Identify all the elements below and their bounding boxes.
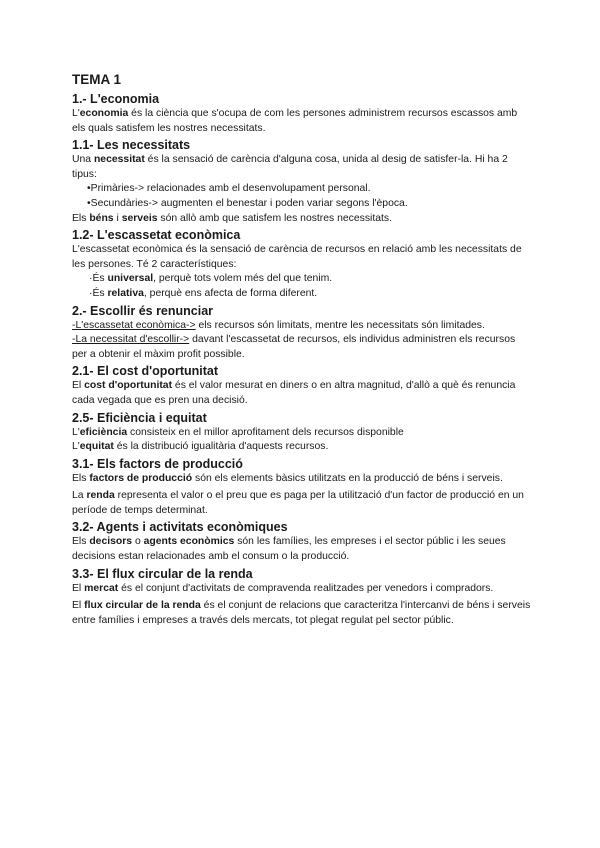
text: és el valor mesurat en diners o en altra magnitud, d'allò a què és renuncia cada vegada que es pren una decisió. — [72, 380, 516, 406]
text: Els — [72, 472, 90, 484]
text: els recursos són limitats, mentre les necessitats són limitades. — [195, 319, 485, 331]
document-title: TEMA 1 — [72, 72, 122, 87]
heading-cost-oportunitat: 2.1- El cost d'oportunitat — [72, 364, 219, 379]
heading-eficiencia-equitat: 2.5- Eficiència i equitat — [72, 410, 207, 425]
heading-necessitats: 1.1- Les necessitats — [72, 138, 191, 153]
text: davant l'escassetat de recursos, els individus administren els recursos per a obtenir el màxim profit possible. — [72, 334, 516, 360]
paragraph-mercat — [72, 582, 532, 597]
text: ·És — [89, 273, 108, 285]
bullet-primaries: •Primàries-> relacionades amb el desenvolupament personal. — [87, 183, 371, 195]
text: és el conjunt d'activitats de compravenda realitzades per venedors i compradors. — [118, 582, 494, 594]
underlined-term: -La necessitat d'escollir-> — [72, 334, 190, 346]
text: El — [72, 380, 85, 392]
term-serveis: serveis — [121, 212, 158, 224]
term-cost-oportunitat: cost d'oportunitat — [84, 380, 173, 392]
term-bens: béns — [89, 212, 114, 224]
paragraph-cost-oportunitat — [72, 379, 532, 408]
term-necessitat: necessitat — [93, 154, 145, 166]
heading-factors-produccio: 3.1- Els factors de producció — [72, 456, 243, 471]
text: són allò amb que satisfem les nostres necessitats. — [157, 212, 392, 224]
document-page — [72, 72, 532, 628]
term-economia: economia — [79, 108, 129, 119]
heading-flux-circular: 3.3- El flux circular de la renda — [72, 566, 253, 581]
paragraph-escassetat-limitats — [72, 319, 532, 334]
text: , perquè tots volem més del que tenim. — [153, 273, 333, 285]
paragraph-bens-serveis — [72, 212, 532, 227]
text: Una — [72, 154, 94, 166]
term-eficiencia: eficiència — [79, 426, 128, 438]
term-factors-produccio: factors de producció — [89, 472, 193, 484]
term-decisors: decisors — [89, 536, 133, 548]
text: o — [132, 536, 144, 548]
paragraph-renda — [72, 489, 532, 518]
paragraph-escassetat-definition: L'escassetat econòmica és la sensació de carència de recursos en relació amb les necessitats de les persones. Té 2 característiques: — [72, 244, 522, 270]
heading-escassetat: 1.2- L'escassetat econòmica — [72, 228, 241, 243]
paragraph-equitat — [72, 440, 532, 455]
text: és el conjunt de relacions que caracteritza l'intercanvi de béns i serveis entre famílies i empreses a través dels mercats, tot plegat regulat pel sector públic. — [72, 600, 531, 626]
text: El — [72, 582, 85, 594]
paragraph-necessitat-escollir — [72, 333, 532, 362]
heading-agents-activitats: 3.2- Agents i activitats econòmiques — [72, 520, 288, 535]
text: són els elements bàsics utilitzats en la producció de béns i serveis. — [192, 472, 503, 484]
paragraph-factors-produccio — [72, 472, 532, 487]
underlined-term: -L'escassetat econòmica-> — [72, 319, 196, 331]
term-relativa: relativa — [107, 287, 144, 299]
text: El — [72, 600, 85, 612]
term-agents-economics: agents econòmics — [143, 536, 235, 548]
text: L' — [72, 441, 80, 453]
term-equitat: equitat — [79, 441, 114, 453]
text: és la distribució igualitària d'aquests recursos. — [113, 441, 329, 453]
text: representa el valor o el preu que es paga per la utilització d'un factor de producció en un període de temps determinat. — [72, 490, 524, 516]
text: i — [113, 212, 122, 224]
term-mercat: mercat — [84, 582, 119, 594]
bullet-secundaries: •Secundàries-> augmenten el benestar i poden variar segons l'època. — [87, 197, 408, 209]
term-universal: universal — [107, 273, 154, 285]
text: és la ciència que s'ocupa de com les persones administrem recursos escassos amb els quals satisfem les nostres necessitats. — [72, 108, 518, 134]
term-renda: renda — [86, 490, 115, 502]
text: , perquè ens afecta de forma diferent. — [143, 287, 318, 299]
text: Els — [72, 536, 90, 548]
text: La — [72, 490, 87, 502]
text: és la sensació de carència d'alguna cosa, unida al desig de satisfer-la. Hi ha 2 tipus: — [72, 154, 508, 180]
term-flux-circular: flux circular de la renda — [84, 600, 201, 612]
bullet-universal — [72, 272, 532, 287]
text: ·És — [89, 287, 108, 299]
text: són les famílies, les empreses i el sector públic i les seues decisions estan relacionades amb el consum o la producció. — [72, 536, 506, 563]
text: consisteix en el millor aprofitament dels recursos disponible — [127, 426, 404, 438]
paragraph-flux-circular — [72, 599, 532, 628]
paragraph-decisors — [72, 535, 532, 564]
text: L' — [72, 108, 80, 119]
paragraph-eficiencia — [72, 426, 532, 441]
paragraph-economia-definition — [72, 107, 532, 136]
bullet-relativa — [72, 287, 532, 302]
heading-escollir: 2.- Escollir és renunciar — [72, 303, 214, 318]
text: L' — [72, 426, 80, 438]
heading-economia: 1.- L'economia — [72, 92, 160, 106]
paragraph-necessitat-definition — [72, 153, 532, 182]
text: Els — [72, 212, 90, 224]
